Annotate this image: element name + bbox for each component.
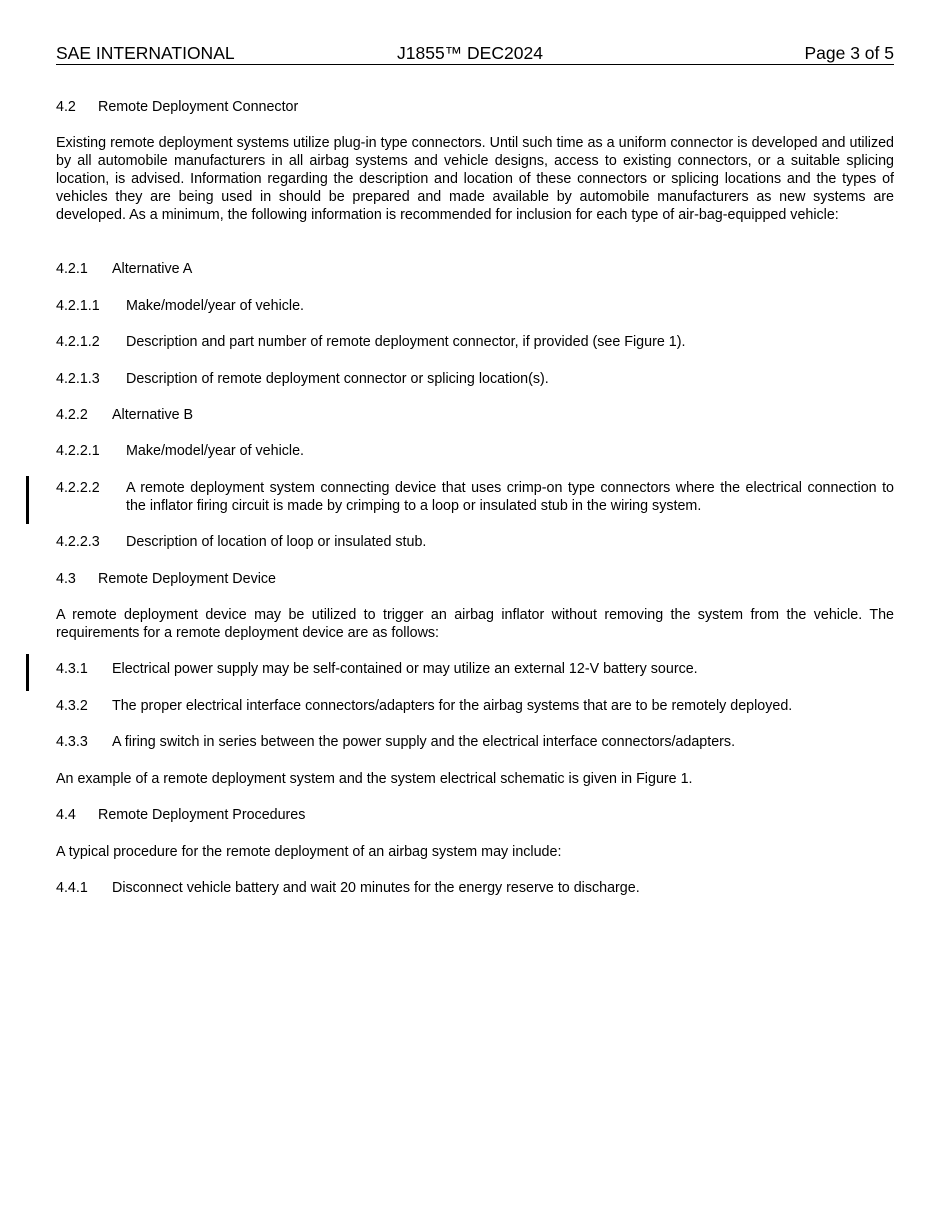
- section-title: Alternative B: [112, 407, 194, 423]
- item-text: Make/model/year of vehicle.: [126, 298, 304, 314]
- section-title: Remote Deployment Device: [98, 571, 276, 587]
- item-number: 4.2.1.3: [56, 371, 100, 387]
- item-number: 4.2.1.1: [56, 298, 100, 314]
- section-number: 4.2: [56, 99, 76, 115]
- item-text: Description and part number of remote deployment connector, if provided (see Figure 1).: [126, 334, 686, 350]
- item-number: 4.3.3: [56, 734, 88, 750]
- item-4-2-2-2: [56, 479, 894, 515]
- section-title: Alternative A: [112, 261, 193, 277]
- section-number: 4.2.1: [56, 261, 88, 277]
- item-number: 4.2.2.2: [56, 480, 100, 496]
- revision-change-bar: [26, 476, 29, 524]
- page-header: [56, 43, 894, 65]
- section-number: 4.3: [56, 571, 76, 587]
- item-number: 4.4.1: [56, 880, 88, 896]
- item-text: A firing switch in series between the power supply and the electrical interface connectors/adapters.: [112, 734, 736, 750]
- section-title: Remote Deployment Connector: [98, 99, 299, 115]
- item-text: Description of location of loop or insulated stub.: [126, 534, 427, 550]
- section-title: Remote Deployment Procedures: [98, 807, 306, 823]
- item-text: The proper electrical interface connectors/adapters for the airbag systems that are to be remotely deployed.: [112, 698, 793, 714]
- item-text: A remote deployment system connecting device that uses crimp-on type connectors where the electrical connection to the inflator firing circuit is made by crimping to a loop or insulated stub in the wiring system.: [126, 480, 894, 514]
- section-4-4-paragraph: A typical procedure for the remote deployment of an airbag system may include:: [56, 844, 562, 860]
- item-text: Disconnect vehicle battery and wait 20 minutes for the energy reserve to discharge.: [112, 880, 640, 896]
- item-text: Electrical power supply may be self-contained or may utilize an external 12-V battery source.: [112, 661, 698, 677]
- section-4-2-paragraph: Existing remote deployment systems utilize plug-in type connectors. Until such time as a uniform connector is developed and utilized by all automobile manufacturers in all airbag systems and vehicle designs, access to existing connectors, or a suitable splicing location, is advised. Information regarding the description and location of these connectors or splicing locations and the types of vehicles they are being used in should be prepared and made available by automobile manufacturers as new systems are developed. As a minimum, the following information is recommended for inclusion for each type of air-bag-equipped vehicle:: [56, 135, 894, 223]
- header-org: SAE INTERNATIONAL: [56, 43, 235, 63]
- section-4-3-paragraph: A remote deployment device may be utilized to trigger an airbag inflator without removing the system from the vehicle. The requirements for a remote deployment device are as follows:: [56, 607, 894, 641]
- item-number: 4.2.2.3: [56, 534, 100, 550]
- header-doc-id: J1855™ DEC2024: [397, 43, 543, 63]
- header-page-number: Page 3 of 5: [804, 43, 894, 63]
- section-number: 4.4: [56, 807, 76, 823]
- item-text: Description of remote deployment connector or splicing location(s).: [126, 371, 549, 387]
- section-number: 4.2.2: [56, 407, 88, 423]
- item-number: 4.3.2: [56, 698, 88, 714]
- section-4-3-example-paragraph: An example of a remote deployment system and the system electrical schematic is given in Figure 1.: [56, 771, 693, 787]
- item-number: 4.2.1.2: [56, 334, 100, 350]
- revision-change-bar: [26, 654, 29, 691]
- item-number: 4.2.2.1: [56, 443, 100, 459]
- item-text: Make/model/year of vehicle.: [126, 443, 304, 459]
- item-number: 4.3.1: [56, 661, 88, 677]
